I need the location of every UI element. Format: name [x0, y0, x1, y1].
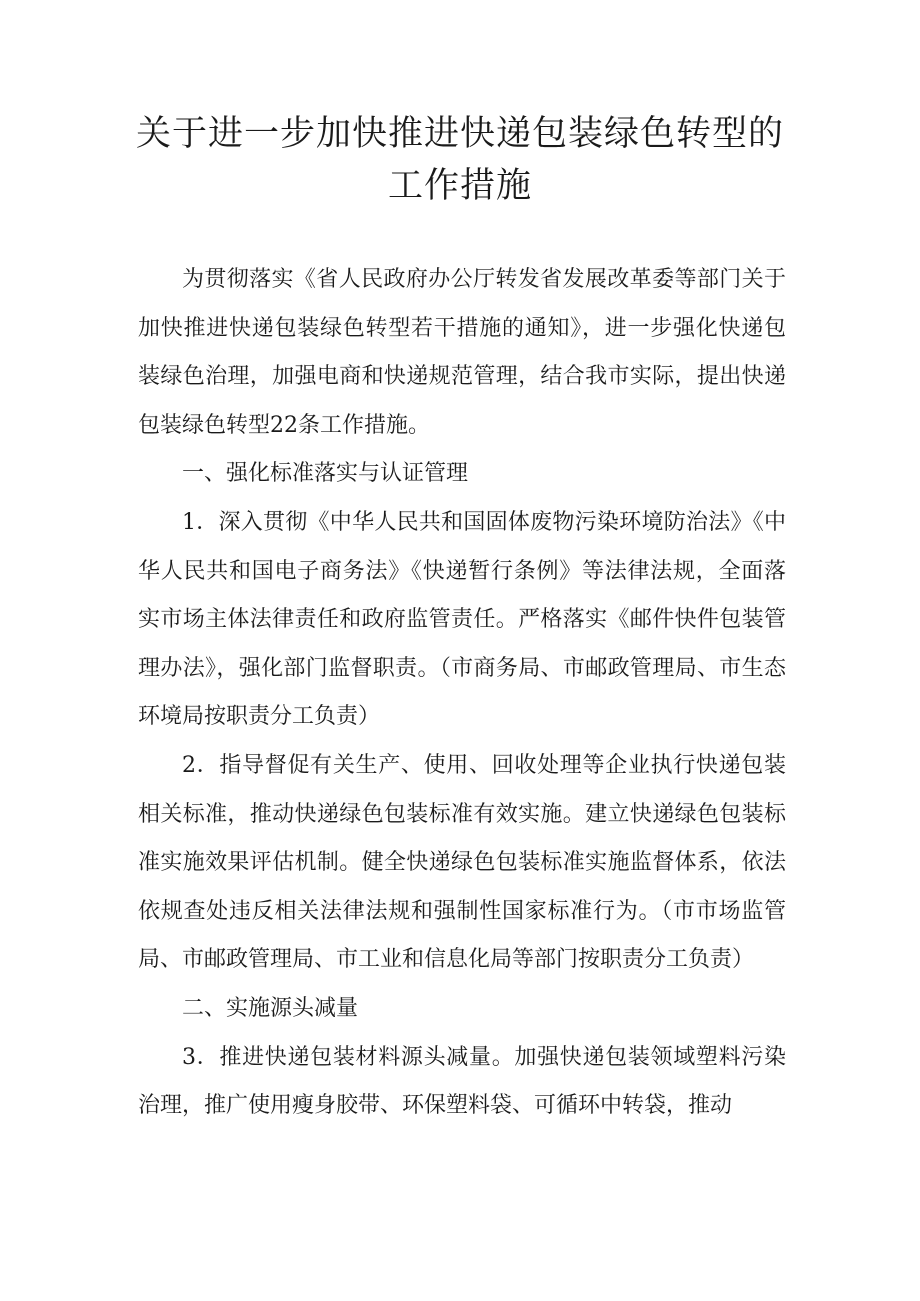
section-heading-2: 二、实施源头减量	[182, 995, 359, 1021]
document-body	[138, 256, 786, 1131]
document-title	[0, 108, 920, 212]
title-line-1: 关于进一步加快推进快递包装绿色转型的	[135, 114, 784, 154]
section-heading-1: 一、强化标准落实与认证管理	[182, 461, 469, 487]
measure-item-1: 1．深入贯彻《中华人民共和国固体废物污染环境防治法》《中华人民共和国电子商务法》《快递暂行条例》等法律法规，全面落实市场主体法律责任和政府监管责任。严格落实《邮件快件包装管理办法》，强化部门监督职责。（市商务局、市邮政管理局、市生态环境局按职责分工负责）	[138, 509, 786, 730]
title-line-2: 工作措施	[387, 166, 532, 206]
measure-item-3: 3．推进快递包装材料源头减量。加强快递包装领域塑料污染治理，推广使用瘦身胶带、环保塑料袋、可循环中转袋，推动	[138, 1044, 786, 1119]
intro-paragraph: 为贯彻落实《省人民政府办公厅转发省发展改革委等部门关于加快推进快递包装绿色转型若干措施的通知》，进一步强化快递包装绿色治理，加强电商和快递规范管理，结合我市实际，提出快递包装绿色转型22条工作措施。	[138, 267, 786, 438]
measure-item-2: 2．指导督促有关生产、使用、回收处理等企业执行快递包装相关标准，推动快递绿色包装标准有效实施。建立快递绿色包装标准实施效果评估机制。健全快递绿色包装标准实施监督体系，依法依规查处违反相关法律法规和强制性国家标准行为。（市市场监管局、市邮政管理局、市工业和信息化局等部门按职责分工负责）	[138, 752, 786, 973]
